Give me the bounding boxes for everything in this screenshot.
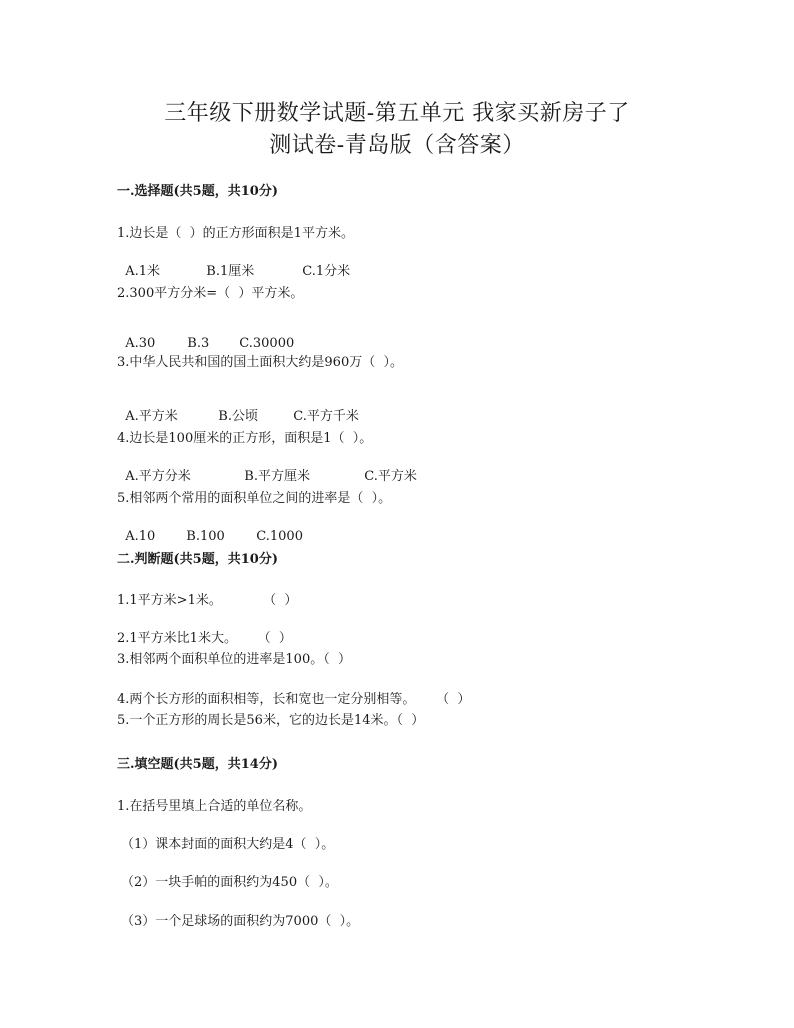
option-a: A.30	[125, 336, 156, 351]
section-2-heading: 二.判断题(共5题，共10分)	[117, 552, 278, 567]
s3-question-1: 1.在括号里填上合适的单位名称。	[117, 799, 312, 814]
option-c: C.30000	[239, 336, 295, 351]
s1-question-1: 1.边长是（ ）的正方形面积是1平方米。	[117, 226, 354, 241]
s1-question-2-options	[117, 320, 294, 352]
option-c: C.1分米	[302, 264, 351, 279]
option-c: C.1000	[256, 529, 303, 544]
option-b: B.公顷	[218, 409, 258, 424]
s1-question-5-options	[117, 513, 303, 545]
s3-subquestion-2: （2）一块手帕的面积约为450（ ）。	[121, 875, 338, 890]
option-c: C.平方米	[364, 469, 417, 484]
s2-question-4: 4.两个长方形的面积相等，长和宽也一定分别相等。 （ ）	[117, 692, 471, 707]
s1-question-4-options	[117, 453, 417, 485]
s1-question-3-options	[117, 393, 359, 425]
s2-question-1: 1.1平方米>1米。 （ ）	[117, 593, 298, 608]
s2-question-2: 2.1平方米比1米大。 （ ）	[117, 631, 292, 646]
title-line-2: 测试卷-青岛版（含答案）	[269, 133, 525, 158]
title-line-1: 三年级下册数学试题-第五单元 我家买新房子了	[164, 101, 630, 126]
option-a: A.平方分米	[125, 469, 191, 484]
s1-question-2: 2.300平方分米=（ ）平方米。	[117, 286, 304, 301]
s2-question-5: 5.一个正方形的周长是56米，它的边长是14米。（ ）	[117, 713, 425, 728]
option-a: A.10	[125, 529, 156, 544]
s1-question-5: 5.相邻两个常用的面积单位之间的进率是（ ）。	[117, 491, 392, 506]
section-1-heading: 一.选择题(共5题，共10分)	[117, 184, 278, 199]
option-c: C.平方千米	[293, 409, 359, 424]
option-b: B.1厘米	[206, 264, 255, 279]
s3-subquestion-1: （1）课本封面的面积大约是4（ ）。	[121, 837, 335, 852]
option-a: A.平方米	[125, 409, 178, 424]
s1-question-4: 4.边长是100厘米的正方形，面积是1（ ）。	[117, 431, 373, 446]
option-b: B.平方厘米	[244, 469, 310, 484]
s2-question-3: 3.相邻两个面积单位的进率是100。（ ）	[117, 652, 351, 667]
s1-question-1-options	[117, 248, 350, 280]
s1-question-3: 3.中华人民共和国的国土面积大约是960万（ ）。	[117, 355, 403, 370]
section-3-heading: 三.填空题(共5题，共14分)	[117, 757, 278, 772]
s3-subquestion-3: （3）一个足球场的面积约为7000（ ）。	[121, 914, 360, 929]
option-b: B.3	[187, 336, 210, 351]
option-b: B.100	[186, 529, 225, 544]
option-a: A.1米	[125, 264, 161, 279]
